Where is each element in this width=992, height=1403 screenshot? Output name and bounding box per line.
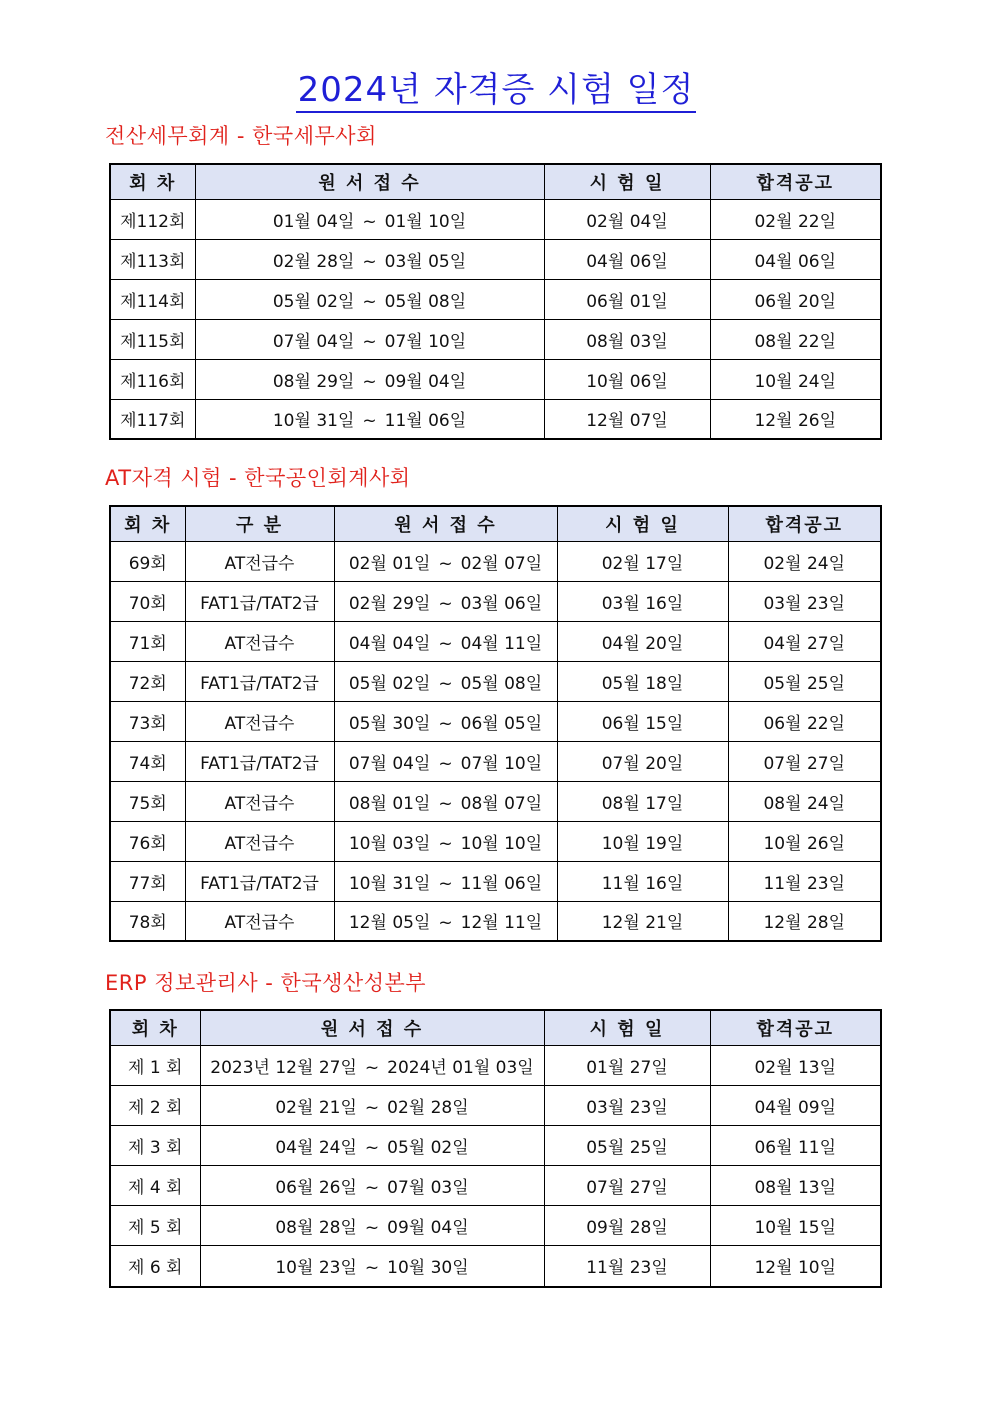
table-header-row (110, 164, 881, 199)
header-round: 회 차 (110, 164, 195, 199)
range-separator: ~ (438, 593, 453, 614)
application-end: 04월 11일 (460, 633, 543, 654)
range-separator: ~ (364, 1258, 380, 1279)
header-exam-date: 시 험 일 (544, 1010, 710, 1045)
application-end: 03월 06일 (460, 593, 543, 614)
exam-date-cell: 09월 28일 (544, 1205, 710, 1245)
range-separator: ~ (438, 633, 453, 654)
result-date-cell: 08월 24일 (728, 781, 881, 821)
table-row (110, 701, 881, 741)
table-row (110, 661, 881, 701)
application-start: 04월 24일 (275, 1137, 357, 1158)
application-start: 08월 29일 (272, 371, 355, 392)
application-start: 07월 04일 (272, 331, 355, 352)
result-date-cell: 04월 09일 (710, 1085, 881, 1125)
page-title-text: 2024년 자격증 시험 일정 (296, 70, 697, 113)
round-cell: 제114회 (110, 279, 195, 319)
round-cell: 제117회 (110, 399, 195, 439)
round-cell: 제 2 회 (110, 1085, 200, 1125)
exam-date-cell: 04월 06일 (544, 239, 710, 279)
application-period-cell (334, 541, 557, 581)
exam-date-cell: 06월 15일 (557, 701, 728, 741)
table-header-row (110, 506, 881, 541)
application-start: 10월 31일 (272, 411, 355, 432)
round-cell: 75회 (110, 781, 185, 821)
application-period-cell (334, 661, 557, 701)
table-body (110, 1045, 881, 1287)
result-date-cell: 08월 13일 (710, 1165, 881, 1205)
application-period-cell (334, 741, 557, 781)
application-period-cell (334, 621, 557, 661)
exam-date-cell: 08월 03일 (544, 319, 710, 359)
application-end: 11월 06일 (384, 411, 467, 432)
application-period-cell (195, 199, 544, 239)
application-start: 06월 26일 (275, 1177, 357, 1198)
category-cell: FAT1급/TAT2급 (185, 661, 334, 701)
range-separator: ~ (364, 1217, 380, 1238)
table-row (110, 901, 881, 941)
application-period-cell (200, 1125, 544, 1165)
result-date-cell: 03월 23일 (728, 581, 881, 621)
range-separator: ~ (362, 211, 377, 232)
page-title (0, 62, 992, 111)
application-end: 05월 02일 (387, 1137, 469, 1158)
range-separator: ~ (438, 833, 453, 854)
table-row (110, 1245, 881, 1287)
table-row (110, 319, 881, 359)
exam-date-cell: 04월 20일 (557, 621, 728, 661)
application-start: 2023년 12월 27일 (210, 1057, 357, 1078)
range-separator: ~ (438, 913, 453, 934)
header-application: 원 서 접 수 (334, 506, 557, 541)
round-cell: 제113회 (110, 239, 195, 279)
result-date-cell: 12월 10일 (710, 1245, 881, 1287)
range-separator: ~ (364, 1177, 380, 1198)
section-heading-erp: ERP 정보관리사 - 한국생산성본부 (105, 971, 427, 995)
exam-date-cell: 03월 23일 (544, 1085, 710, 1125)
application-end: 10월 10일 (460, 833, 543, 854)
erp-schedule-table (109, 1009, 882, 1288)
exam-date-cell: 10월 06일 (544, 359, 710, 399)
exam-date-cell: 11월 23일 (544, 1245, 710, 1287)
exam-date-cell: 07월 20일 (557, 741, 728, 781)
round-cell: 제112회 (110, 199, 195, 239)
range-separator: ~ (362, 251, 377, 272)
application-period-cell (195, 359, 544, 399)
application-end: 10월 30일 (387, 1258, 469, 1279)
application-start: 01월 04일 (272, 211, 355, 232)
range-separator: ~ (364, 1057, 380, 1078)
round-cell: 제 3 회 (110, 1125, 200, 1165)
category-cell: AT전급수 (185, 901, 334, 941)
application-period-cell (334, 901, 557, 941)
category-cell: FAT1급/TAT2급 (185, 741, 334, 781)
table-row (110, 199, 881, 239)
application-end: 07월 03일 (387, 1177, 469, 1198)
result-date-cell: 02월 24일 (728, 541, 881, 581)
round-cell: 제 5 회 (110, 1205, 200, 1245)
exam-date-cell: 03월 16일 (557, 581, 728, 621)
application-period-cell (195, 279, 544, 319)
application-period-cell (195, 239, 544, 279)
table-row (110, 279, 881, 319)
category-cell: FAT1급/TAT2급 (185, 581, 334, 621)
application-period-cell (200, 1085, 544, 1125)
round-cell: 77회 (110, 861, 185, 901)
range-separator: ~ (438, 673, 453, 694)
table-row (110, 861, 881, 901)
exam-date-cell: 12월 21일 (557, 901, 728, 941)
header-result-date: 합격공고 (710, 164, 881, 199)
application-start: 08월 01일 (348, 793, 431, 814)
application-end: 09월 04일 (384, 371, 467, 392)
table-row (110, 621, 881, 661)
exam-date-cell: 01월 27일 (544, 1045, 710, 1085)
table-row (110, 1125, 881, 1165)
exam-date-cell: 12월 07일 (544, 399, 710, 439)
section-heading-at-qualification: AT자격 시험 - 한국공인회계사회 (105, 466, 411, 490)
header-application: 원 서 접 수 (195, 164, 544, 199)
exam-date-cell: 08월 17일 (557, 781, 728, 821)
range-separator: ~ (362, 371, 377, 392)
application-end: 2024년 01월 03일 (387, 1057, 534, 1078)
round-cell: 72회 (110, 661, 185, 701)
table-header-row (110, 1010, 881, 1045)
application-period-cell (200, 1205, 544, 1245)
round-cell: 70회 (110, 581, 185, 621)
header-application: 원 서 접 수 (200, 1010, 544, 1045)
application-end: 01월 10일 (384, 211, 467, 232)
table-row (110, 821, 881, 861)
range-separator: ~ (364, 1097, 380, 1118)
result-date-cell: 10월 24일 (710, 359, 881, 399)
table-row (110, 1205, 881, 1245)
round-cell: 제116회 (110, 359, 195, 399)
range-separator: ~ (362, 411, 377, 432)
exam-date-cell: 05월 18일 (557, 661, 728, 701)
table-body (110, 199, 881, 439)
application-start: 10월 23일 (275, 1258, 357, 1279)
table-row (110, 541, 881, 581)
result-date-cell: 04월 27일 (728, 621, 881, 661)
result-date-cell: 02월 13일 (710, 1045, 881, 1085)
table-body (110, 541, 881, 941)
application-start: 02월 29일 (348, 593, 431, 614)
range-separator: ~ (362, 331, 377, 352)
table-row (110, 399, 881, 439)
result-date-cell: 04월 06일 (710, 239, 881, 279)
application-start: 05월 30일 (348, 713, 431, 734)
application-start: 05월 02일 (348, 673, 431, 694)
category-cell: AT전급수 (185, 701, 334, 741)
range-separator: ~ (438, 793, 453, 814)
at-qualification-schedule-table (109, 505, 882, 942)
round-cell: 76회 (110, 821, 185, 861)
tax-accounting-schedule-table (109, 163, 882, 440)
application-start: 10월 03일 (348, 833, 431, 854)
application-start: 10월 31일 (348, 873, 431, 894)
application-period-cell (200, 1045, 544, 1085)
header-category: 구 분 (185, 506, 334, 541)
application-start: 02월 28일 (272, 251, 355, 272)
application-period-cell (200, 1245, 544, 1287)
application-start: 04월 04일 (348, 633, 431, 654)
application-end: 05월 08일 (460, 673, 543, 694)
header-exam-date: 시 험 일 (544, 164, 710, 199)
result-date-cell: 11월 23일 (728, 861, 881, 901)
result-date-cell: 12월 26일 (710, 399, 881, 439)
section-heading-tax-accounting: 전산세무회계 - 한국세무사회 (105, 124, 377, 148)
round-cell: 제115회 (110, 319, 195, 359)
exam-date-cell: 06월 01일 (544, 279, 710, 319)
category-cell: AT전급수 (185, 821, 334, 861)
range-separator: ~ (438, 713, 453, 734)
application-start: 08월 28일 (275, 1217, 357, 1238)
result-date-cell: 10월 26일 (728, 821, 881, 861)
table-row (110, 239, 881, 279)
header-result-date: 합격공고 (710, 1010, 881, 1045)
application-start: 12월 05일 (348, 913, 431, 934)
range-separator: ~ (438, 873, 453, 894)
exam-date-cell: 07월 27일 (544, 1165, 710, 1205)
round-cell: 74회 (110, 741, 185, 781)
application-period-cell (195, 399, 544, 439)
exam-date-cell: 10월 19일 (557, 821, 728, 861)
result-date-cell: 07월 27일 (728, 741, 881, 781)
application-end: 11월 06일 (460, 873, 543, 894)
table-row (110, 581, 881, 621)
application-period-cell (334, 581, 557, 621)
range-separator: ~ (362, 291, 377, 312)
application-end: 12월 11일 (460, 913, 543, 934)
application-start: 05월 02일 (272, 291, 355, 312)
range-separator: ~ (438, 553, 453, 574)
category-cell: AT전급수 (185, 541, 334, 581)
application-end: 07월 10일 (384, 331, 467, 352)
table-row (110, 359, 881, 399)
application-start: 02월 21일 (275, 1097, 357, 1118)
round-cell: 제 4 회 (110, 1165, 200, 1205)
application-start: 02월 01일 (348, 553, 431, 574)
round-cell: 71회 (110, 621, 185, 661)
application-end: 07월 10일 (460, 753, 543, 774)
application-end: 02월 28일 (387, 1097, 469, 1118)
application-end: 08월 07일 (460, 793, 543, 814)
round-cell: 73회 (110, 701, 185, 741)
header-result-date: 합격공고 (728, 506, 881, 541)
range-separator: ~ (438, 753, 453, 774)
exam-date-cell: 11월 16일 (557, 861, 728, 901)
header-exam-date: 시 험 일 (557, 506, 728, 541)
application-period-cell (195, 319, 544, 359)
round-cell: 제 1 회 (110, 1045, 200, 1085)
header-round: 회 차 (110, 506, 185, 541)
exam-date-cell: 02월 17일 (557, 541, 728, 581)
table-row (110, 1085, 881, 1125)
result-date-cell: 06월 22일 (728, 701, 881, 741)
table-row (110, 1165, 881, 1205)
result-date-cell: 05월 25일 (728, 661, 881, 701)
application-end: 09월 04일 (387, 1217, 469, 1238)
application-period-cell (334, 861, 557, 901)
result-date-cell: 08월 22일 (710, 319, 881, 359)
application-end: 03월 05일 (384, 251, 467, 272)
round-cell: 69회 (110, 541, 185, 581)
result-date-cell: 12월 28일 (728, 901, 881, 941)
exam-date-cell: 02월 04일 (544, 199, 710, 239)
category-cell: FAT1급/TAT2급 (185, 861, 334, 901)
result-date-cell: 06월 20일 (710, 279, 881, 319)
application-end: 05월 08일 (384, 291, 467, 312)
application-period-cell (334, 701, 557, 741)
header-round: 회 차 (110, 1010, 200, 1045)
exam-date-cell: 05월 25일 (544, 1125, 710, 1165)
result-date-cell: 02월 22일 (710, 199, 881, 239)
table-row (110, 1045, 881, 1085)
application-period-cell (334, 821, 557, 861)
table-row (110, 781, 881, 821)
range-separator: ~ (364, 1137, 380, 1158)
round-cell: 제 6 회 (110, 1245, 200, 1287)
category-cell: AT전급수 (185, 781, 334, 821)
table-row (110, 741, 881, 781)
result-date-cell: 10월 15일 (710, 1205, 881, 1245)
application-end: 02월 07일 (460, 553, 543, 574)
category-cell: AT전급수 (185, 621, 334, 661)
round-cell: 78회 (110, 901, 185, 941)
application-start: 07월 04일 (348, 753, 431, 774)
result-date-cell: 06월 11일 (710, 1125, 881, 1165)
application-period-cell (334, 781, 557, 821)
application-period-cell (200, 1165, 544, 1205)
application-end: 06월 05일 (460, 713, 543, 734)
